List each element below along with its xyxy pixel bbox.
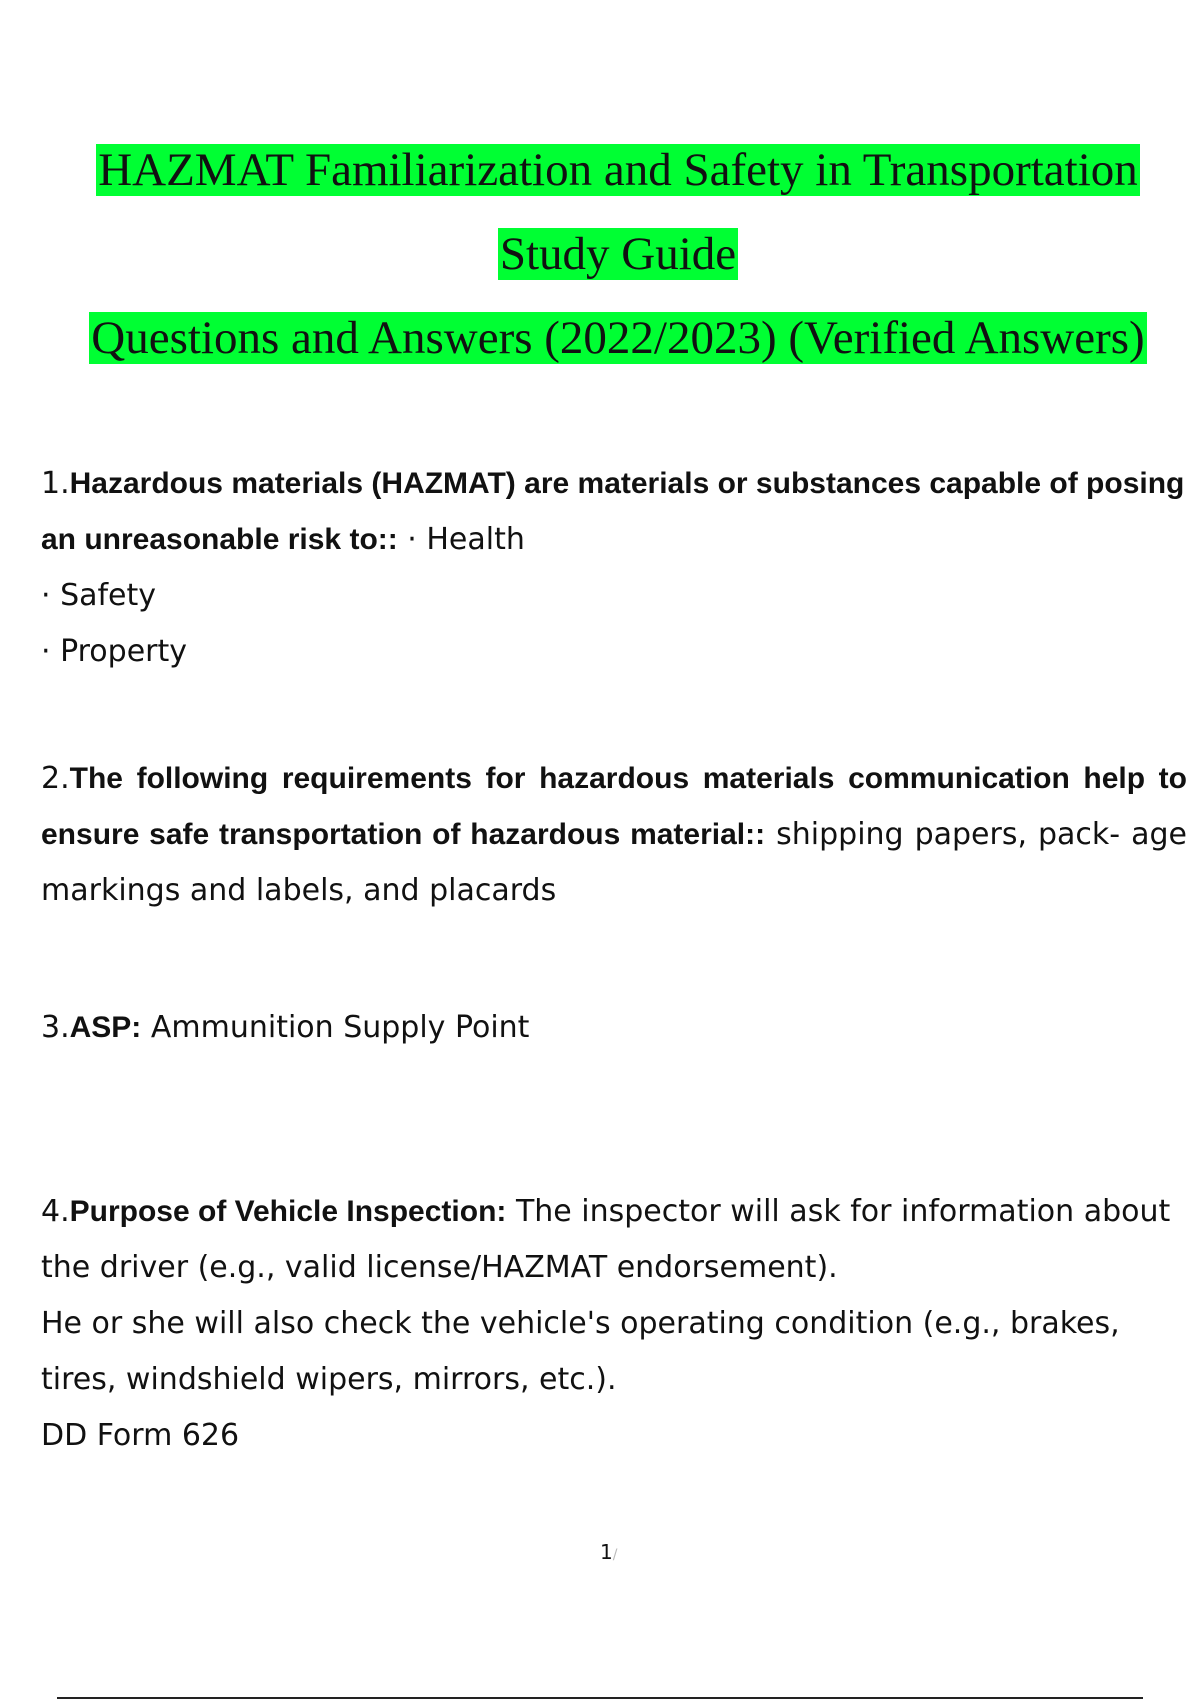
page-number-suffix: / xyxy=(612,1547,618,1563)
answer-line: DD Form 626 xyxy=(41,1418,240,1453)
answer-line: The inspector will ask for information about the driver (e.g., valid license/HAZMAT endorsement). xyxy=(41,1194,1171,1285)
title-line-3: Questions and Answers (2022/2023) (Verified Answers) xyxy=(91,312,1145,364)
answer-line: He or she will also check the vehicle's operating condition (e.g., brakes, tires, windshield wipers, mirrors, etc.). xyxy=(41,1306,1120,1397)
question-1 xyxy=(41,456,1187,680)
page-number: 1/ xyxy=(600,1540,618,1564)
question-3 xyxy=(41,1000,1187,1056)
question-stem: ASP: xyxy=(69,1011,142,1044)
question-4 xyxy=(41,1184,1187,1464)
answer-text: shipping papers, pack- age markings and labels, and placards xyxy=(41,817,1187,908)
footer-divider xyxy=(57,1697,1143,1699)
question-number: 4. xyxy=(41,1194,70,1229)
answer-line: · Property xyxy=(41,634,188,669)
question-stem: Purpose of Vehicle Inspection: xyxy=(69,1195,507,1228)
question-stem: The following requirements for hazardous materials communication help to ensure safe transportation of hazardous material:: xyxy=(41,762,1187,851)
question-stem: Hazardous materials (HAZMAT) are materials or substances capable of posing an unreasonable risk to:: xyxy=(41,467,1185,556)
answer-line: · Health xyxy=(407,522,525,557)
question-2 xyxy=(41,751,1187,919)
answer-line: · Safety xyxy=(41,578,157,613)
document-title xyxy=(0,128,1200,380)
question-number: 1. xyxy=(41,466,70,501)
question-number: 3. xyxy=(41,1010,70,1045)
question-number: 2. xyxy=(41,761,70,796)
title-line-2: Study Guide xyxy=(499,228,737,280)
title-line-1: HAZMAT Familiarization and Safety in Transportation xyxy=(98,144,1138,196)
answer-text: Ammunition Supply Point xyxy=(150,1010,530,1045)
